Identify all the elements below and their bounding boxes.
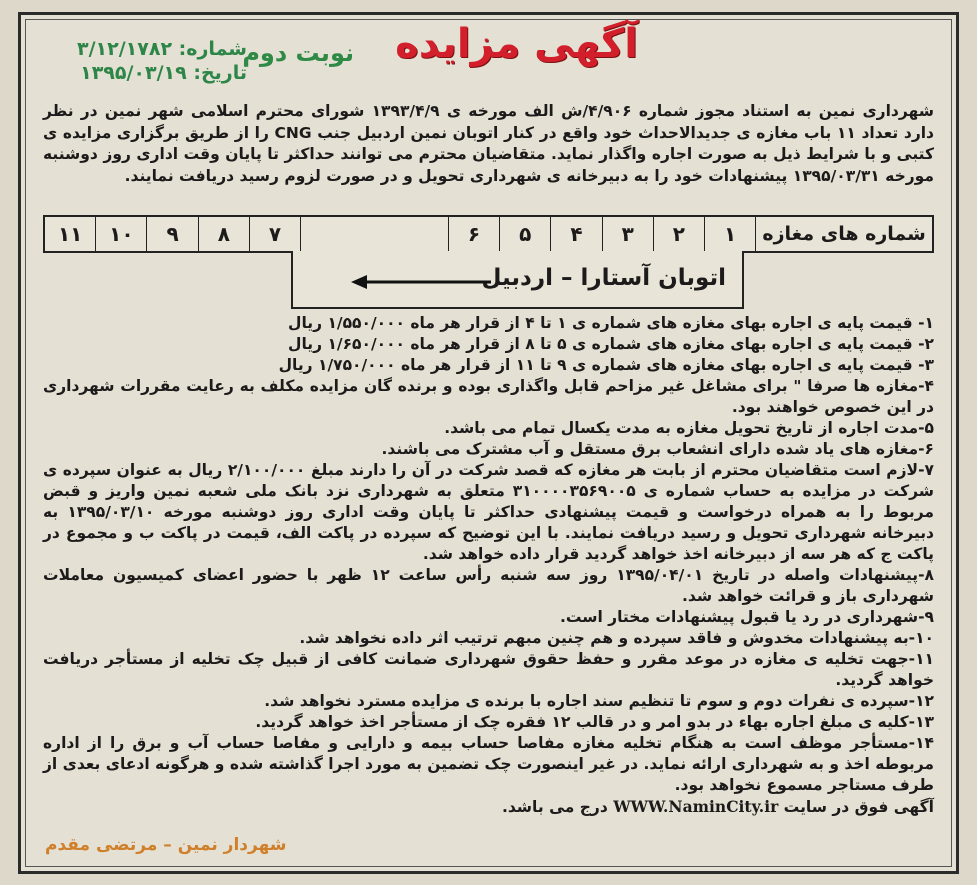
road-box: [291, 251, 744, 309]
clause-item: ۱۱-جهت تخلیه ی مغازه در موعد مقرر و حفظ حقوق شهرداری ضمانت کافی از قبیل چک تخلیه از مستأجر دریافت خواهد گردید.: [43, 650, 934, 689]
shop-number-cell: ۱۱: [57, 222, 83, 246]
notice-meta: [47, 37, 247, 85]
clause-item: ۳- قیمت پایه ی اجاره بهای مغازه های شماره ی ۹ تا ۱۱ از قرار هر ماه ۱/۷۵۰/۰۰۰ ریال: [278, 356, 934, 374]
clause-item: ۶-مغازه های یاد شده دارای انشعاب برق مستقل و آب مشترک می باشند.: [381, 440, 934, 458]
notice-title: آگهی مزایده: [395, 21, 638, 67]
mayor-signature: شهردار نمین – مرتضی مقدم: [45, 835, 287, 855]
notice-subtitle: نوبت دوم: [242, 39, 354, 67]
shop-number-cell: ۲: [653, 217, 704, 251]
notice-header: [21, 15, 956, 95]
left-arrow-icon: [351, 275, 491, 289]
notice-frame: [18, 12, 959, 874]
notice-number: شماره: ۳/۱۲/۱۷۸۲: [77, 38, 247, 60]
shop-number-cell: ۱: [704, 217, 755, 251]
clause-item: ۱- قیمت پایه ی اجاره بهای مغازه های شماره ی ۱ تا ۴ از قرار هر ماه ۱/۵۵۰/۰۰۰ ریال: [288, 314, 934, 332]
website-line: [43, 796, 934, 818]
intro-paragraph: شهرداری نمین به استناد مجوز شماره ۴/۹۰۶/ش الف مورخه ی ۱۳۹۳/۴/۹ شورای محترم اسلامی شهر نمین در نظر دارد تعداد ۱۱ باب مغازه ی جدیدالاحداث خود واقع در کنار اتوبان نمین اردبیل جنب CNG را از طریق برگزاری مزایده ی کتبی و با شرایط ذیل به صورت اجاره واگذار نماید. متقاضیان محترم می توانند حداکثر تا پایان وقت اداری روز دوشنبه مورخه ۱۳۹۵/۰۳/۳۱ پیشنهادات خود را به دبیرخانه ی شهرداری تحویل و در صورت لزوم رسید دریافت نمایند.: [43, 102, 935, 185]
shop-numbers-table: [43, 215, 934, 253]
shop-number-cell: ۱۰: [95, 217, 146, 251]
shop-number-cell: ۵: [499, 217, 550, 251]
clause-item: ۱۲-سپرده ی نفرات دوم و سوم تا تنظیم سند اجاره با برنده ی مزایده مسترد نخواهد شد.: [264, 692, 934, 710]
website-link[interactable]: WWW.NaminCity.ir: [613, 797, 779, 816]
shop-number-cell: ۹: [146, 217, 197, 251]
clause-item: ۱۴-مستأجر موظف است به هنگام تخلیه مغازه مفاصا حساب بیمه و دارایی و مفاصا حساب آب و برق را از اداره مربوطه اخذ و به شهرداری ارائه نماید. در غیر اینصورت چک تضمین به مورد اجرا گذاشته شده و هرگونه ادعای بعدی از طرف مستاجر مسموع نخواهد بود.: [43, 734, 934, 794]
shop-table-gap: [300, 217, 448, 251]
website-prefix: آگهی فوق در سایت: [783, 798, 934, 816]
clause-item: ۵-مدت اجاره از تاریخ تحویل مغازه به مدت یکسال تمام می باشد.: [444, 419, 934, 437]
road-label: اتوبان آستارا – اردبیل: [481, 265, 726, 291]
clauses-list: [43, 313, 934, 818]
shop-number-cell: ۶: [448, 217, 499, 251]
clause-item: ۷-لازم است متقاضیان محترم از بابت هر مغازه که قصد شرکت در آن را دارند مبلغ ۲/۱۰۰/۰۰۰ ریال به عنوان سپرده ی شرکت در مزایده به حساب شماره ی ۳۱۰۰۰۰۳۵۶۹۰۰۵ متعلق به شهرداری نزد بانک ملی شعبه نمین واریز و قبض مربوط را به همراه درخواست و قیمت پیشنهادی حداکثر تا پایان وقت اداری روز دوشنبه مورخه ۱۳۹۵/۰۳/۱۰ به دبیرخانه شهرداری تحویل و رسید دریافت نمایند. با این توضیح که سپرده در پاکت الف، قیمت در پاکت ب و مجموع در پاکت ج که هر سه از دبیرخانه اخذ خواهد گردید قرار داده خواهد شد.: [43, 461, 935, 563]
clause-item: ۹-شهرداری در رد یا قبول پیشنهادات مختار است.: [559, 608, 934, 626]
clause-item: ۱۳-کلیه ی مبلغ اجاره بهاء در بدو امر و در قالب ۱۲ فقره چک از مستأجر اخذ خواهد گردید.: [255, 713, 934, 731]
website-suffix: درج می باشد.: [501, 798, 608, 816]
clause-item: ۱۰-به پیشنهادات مخدوش و فاقد سپرده و هم چنین مبهم ترتیب اثر داده نخواهد شد.: [299, 629, 934, 647]
clause-item: ۲- قیمت پایه ی اجاره بهای مغازه های شماره ی ۵ تا ۸ از قرار هر ماه ۱/۶۵۰/۰۰۰ ریال: [288, 335, 934, 353]
clause-item: ۴-مغازه ها صرفا " برای مشاغل غیر مزاحم قابل واگذاری بوده و برنده گان مزایده مکلف به رعایت مقررات شهرداری در این خصوص خواهند بود.: [43, 377, 934, 416]
shop-number-cell: ۷: [249, 217, 300, 251]
notice-date: تاریخ: ۱۳۹۵/۰۳/۱۹: [80, 62, 247, 84]
shop-number-cell: ۸: [198, 217, 249, 251]
clause-item: ۸-پیشنهادات واصله در تاریخ ۱۳۹۵/۰۴/۰۱ روز سه شنبه رأس ساعت ۱۲ ظهر با حضور اعضای کمیسیون معاملات شهرداری باز و قرائت خواهد شد.: [43, 566, 934, 605]
shop-number-cell: ۳: [602, 217, 653, 251]
shop-table-label: شماره های مغازه: [755, 217, 932, 251]
shop-number-cell: ۴: [550, 217, 601, 251]
